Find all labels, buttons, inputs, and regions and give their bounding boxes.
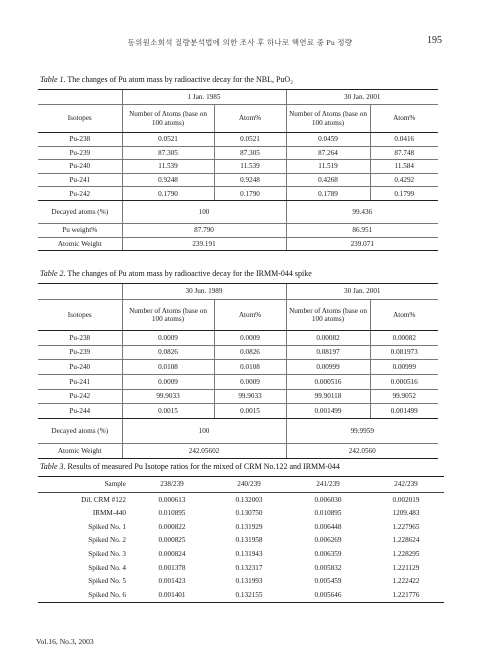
ratio-cell: 1.222422 — [392, 577, 420, 586]
table2-aw-label: Atomic Weight — [38, 444, 122, 459]
ratio-cell: 0.000822 — [158, 522, 186, 531]
number-of-atoms-b-cell: 99.90118 — [286, 389, 370, 404]
table-row — [38, 360, 438, 375]
atom-percent-a-cell: 87.305 — [214, 146, 286, 160]
table-row — [38, 173, 438, 187]
table3-caption-text: Results of measured Pu Isotope ratios for the mixed of CRM No.122 and IRMM-044 — [67, 462, 340, 471]
atom-percent-b-cell: 87.748 — [370, 146, 438, 160]
table-row — [38, 534, 444, 548]
number-of-atoms-b-cell: 0.000516 — [286, 375, 370, 390]
ratio-cell: 1.221776 — [368, 588, 444, 602]
ratio-cell: 1.221129 — [392, 563, 420, 572]
ratio-cell: 0.132317 — [235, 563, 263, 572]
table3-column-header: 242/239 — [368, 477, 444, 493]
number-of-atoms-b-cell: 0.1789 — [286, 187, 370, 201]
table2-col-isotopes: Isotopes — [38, 300, 122, 331]
table1-col-number-a: Number of Atoms (base on 100 atoms) — [122, 105, 214, 133]
table-row — [38, 146, 438, 160]
number-of-atoms-a-cell: 0.0009 — [122, 331, 214, 346]
number-of-atoms-a-cell: 99.9033 — [122, 389, 214, 404]
ratio-cell: 0.006030 — [314, 495, 342, 504]
number-of-atoms-a-cell: 11.539 — [122, 160, 214, 174]
ratio-cell: 0.130750 — [235, 509, 263, 518]
atom-percent-b-cell: 0.00999 — [370, 360, 438, 375]
ratio-cell: 0.006269 — [314, 536, 342, 545]
table3-caption — [40, 462, 340, 471]
table1-aw-a: 239.191 — [122, 237, 286, 251]
number-of-atoms-a-cell: 0.0521 — [122, 133, 214, 147]
table-row — [38, 160, 438, 174]
table2-decayed-label: Decayed atoms (%) — [38, 419, 122, 444]
sample-cell: Spiked No. 4 — [88, 563, 126, 572]
table1-date-a: 1 Jan. 1985 — [122, 90, 286, 105]
table-row — [38, 520, 444, 534]
atom-percent-a-cell: 0.0521 — [214, 133, 286, 147]
atom-percent-b-cell: 0.00082 — [370, 331, 438, 346]
table1-weight-b: 86.951 — [286, 223, 438, 237]
table1-caption — [40, 75, 293, 84]
atom-percent-a-cell: 0.0015 — [214, 404, 286, 419]
ratio-cell: 0.131958 — [235, 536, 263, 545]
number-of-atoms-b-cell: 0.0459 — [286, 133, 370, 147]
table-row — [38, 389, 438, 404]
sample-cell: Dil. CRM #122 — [81, 495, 126, 504]
table-row — [38, 507, 444, 521]
table-row — [38, 404, 438, 419]
atom-percent-b-cell: 0.001499 — [370, 404, 438, 419]
table2-caption-label: Table 2. — [40, 269, 66, 278]
isotope-cell: Pu-240 — [38, 160, 122, 174]
table1-col-atom-b: Atom% — [370, 105, 438, 133]
journal-volume: Vol.16, No.3, 2003 — [36, 637, 94, 646]
table2-corner — [38, 284, 122, 300]
number-of-atoms-a-cell: 0.0009 — [122, 375, 214, 390]
table2-aw-b: 242.0560 — [286, 444, 438, 459]
ratio-cell: 0.131943 — [235, 550, 263, 559]
atom-percent-a-cell: 0.1790 — [214, 187, 286, 201]
running-title: 동위원소희석 질량분석법에 의한 조사 후 하나로 핵연료 중 Pu 정량 — [127, 38, 353, 47]
number-of-atoms-b-cell: 87.264 — [286, 146, 370, 160]
ratio-cell: 1.228624 — [392, 536, 420, 545]
table2-col-number-a: Number of Atoms (base on 100 atoms) — [122, 300, 214, 331]
number-of-atoms-a-cell: 0.1790 — [122, 187, 214, 201]
atom-percent-b-cell: 0.1799 — [370, 187, 438, 201]
number-of-atoms-b-cell: 0.00082 — [286, 331, 370, 346]
table3-column-header: Sample — [38, 477, 134, 493]
ratio-cell: 0.001423 — [158, 577, 186, 586]
table-row — [38, 133, 438, 147]
isotope-cell: Pu-238 — [38, 133, 122, 147]
table3-column-header: 241/239 — [288, 477, 368, 493]
table2-decayed-a: 100 — [122, 419, 286, 444]
table-row — [38, 588, 444, 602]
atom-percent-b-cell: 11.584 — [370, 160, 438, 174]
number-of-atoms-a-cell: 0.0015 — [122, 404, 214, 419]
isotope-cell: Pu-242 — [38, 389, 122, 404]
table3-header-row — [38, 477, 444, 493]
table1-col-number-b: Number of Atoms (base on 100 atoms) — [286, 105, 370, 133]
table1-aw-b: 239.071 — [286, 237, 438, 251]
ratio-cell: 0.002019 — [392, 495, 420, 504]
sample-cell: Spiked No. 3 — [88, 550, 126, 559]
table-row — [38, 575, 444, 589]
table1-col-atom-a: Atom% — [214, 105, 286, 133]
table-row — [38, 493, 444, 507]
atom-percent-b-cell: 0.4292 — [370, 173, 438, 187]
atom-percent-a-cell: 99.9033 — [214, 389, 286, 404]
table3-column-header: 240/239 — [210, 477, 288, 493]
atom-percent-a-cell: 0.0009 — [214, 375, 286, 390]
sample-cell: Spiked No. 2 — [88, 536, 126, 545]
isotope-cell: Pu-239 — [38, 146, 122, 160]
table2-col-atom-b: Atom% — [370, 300, 438, 331]
ratio-cell: 0.132003 — [235, 495, 263, 504]
table2-decayed-b: 99.9959 — [286, 419, 438, 444]
table-row — [38, 187, 438, 201]
table2-caption — [40, 269, 312, 278]
isotope-cell: Pu-240 — [38, 360, 122, 375]
table1-corner — [38, 90, 122, 105]
number-of-atoms-b-cell: 0.08197 — [286, 345, 370, 360]
table-row — [38, 547, 444, 561]
sample-cell: Spiked No. 1 — [88, 522, 126, 531]
ratio-cell: 0.001378 — [158, 563, 186, 572]
table2-date-b: 30 Jan. 2001 — [286, 284, 438, 300]
number-of-atoms-b-cell: 0.001499 — [286, 404, 370, 419]
ratio-cell: 0.006448 — [314, 522, 342, 531]
ratio-cell: 1209.483 — [392, 509, 420, 518]
ratio-cell: 0.010895 — [314, 509, 342, 518]
table1 — [38, 89, 438, 251]
table-row — [38, 331, 438, 346]
table2-date-a: 30 Jun. 1989 — [122, 284, 286, 300]
table1-date-b: 30 Jan. 2001 — [286, 90, 438, 105]
table1-caption-text: The changes of Pu atom mass by radioactive decay for the NBL, PuO₂ — [67, 75, 293, 84]
number-of-atoms-a-cell: 0.9248 — [122, 173, 214, 187]
ratio-cell: 0.005832 — [314, 563, 342, 572]
ratio-cell: 0.131993 — [235, 577, 263, 586]
table1-weight-a: 87.790 — [122, 223, 286, 237]
table2 — [38, 283, 438, 459]
table3-caption-label: Table 3. — [40, 462, 66, 471]
table2-aw-a: 242.05602 — [122, 444, 286, 459]
isotope-cell: Pu-241 — [38, 375, 122, 390]
table2-col-atom-a: Atom% — [214, 300, 286, 331]
sample-cell: Spiked No. 5 — [88, 577, 126, 586]
ratio-cell: 0.000613 — [158, 495, 186, 504]
table2-col-number-b: Number of Atoms (base on 100 atoms) — [286, 300, 370, 331]
ratio-cell: 0.000825 — [158, 536, 186, 545]
number-of-atoms-b-cell: 0.00999 — [286, 360, 370, 375]
ratio-cell: 0.010895 — [158, 509, 186, 518]
isotope-cell: Pu-238 — [38, 331, 122, 346]
table2-caption-text: The changes of Pu atom mass by radioactive decay for the IRMM-044 spike — [67, 269, 312, 278]
table1-caption-label: Table 1. — [40, 75, 66, 84]
table1-col-isotopes: Isotopes — [38, 105, 122, 133]
atom-percent-b-cell: 99.9052 — [370, 389, 438, 404]
table1-aw-label: Atomic Weight — [38, 237, 122, 251]
table-row — [38, 375, 438, 390]
sample-cell: IRMM-440 — [92, 509, 126, 518]
atom-percent-a-cell: 0.0009 — [214, 331, 286, 346]
page-number: 195 — [427, 35, 442, 46]
isotope-cell: Pu-242 — [38, 187, 122, 201]
ratio-cell: 0.000824 — [158, 550, 186, 559]
table1-decayed-a: 100 — [122, 200, 286, 223]
ratio-cell: 0.001401 — [134, 588, 210, 602]
sample-cell: Spiked No. 6 — [38, 588, 134, 602]
atom-percent-a-cell: 0.0826 — [214, 345, 286, 360]
table1-decayed-b: 99.436 — [286, 200, 438, 223]
atom-percent-a-cell: 11.539 — [214, 160, 286, 174]
table-row — [38, 561, 444, 575]
ratio-cell: 1.228295 — [392, 550, 420, 559]
isotope-cell: Pu-239 — [38, 345, 122, 360]
ratio-cell: 0.132155 — [210, 588, 288, 602]
number-of-atoms-a-cell: 0.0826 — [122, 345, 214, 360]
atom-percent-b-cell: 0.0416 — [370, 133, 438, 147]
table3-column-header: 238/239 — [134, 477, 210, 493]
atom-percent-a-cell: 0.9248 — [214, 173, 286, 187]
ratio-cell: 0.006359 — [314, 550, 342, 559]
table1-decayed-label: Decayed atoms (%) — [38, 200, 122, 223]
number-of-atoms-b-cell: 11.519 — [286, 160, 370, 174]
isotope-cell: Pu-244 — [38, 404, 122, 419]
isotope-cell: Pu-241 — [38, 173, 122, 187]
number-of-atoms-b-cell: 0.4268 — [286, 173, 370, 187]
number-of-atoms-a-cell: 87.305 — [122, 146, 214, 160]
atom-percent-a-cell: 0.0108 — [214, 360, 286, 375]
table3 — [38, 476, 444, 603]
table-row — [38, 345, 438, 360]
number-of-atoms-a-cell: 0.0108 — [122, 360, 214, 375]
table1-weight-label: Pu weight% — [38, 223, 122, 237]
ratio-cell: 0.005646 — [288, 588, 368, 602]
ratio-cell: 0.005459 — [314, 577, 342, 586]
atom-percent-b-cell: 0.000516 — [370, 375, 438, 390]
atom-percent-b-cell: 0.081973 — [370, 345, 438, 360]
ratio-cell: 0.131929 — [235, 522, 263, 531]
ratio-cell: 1.227965 — [392, 522, 420, 531]
